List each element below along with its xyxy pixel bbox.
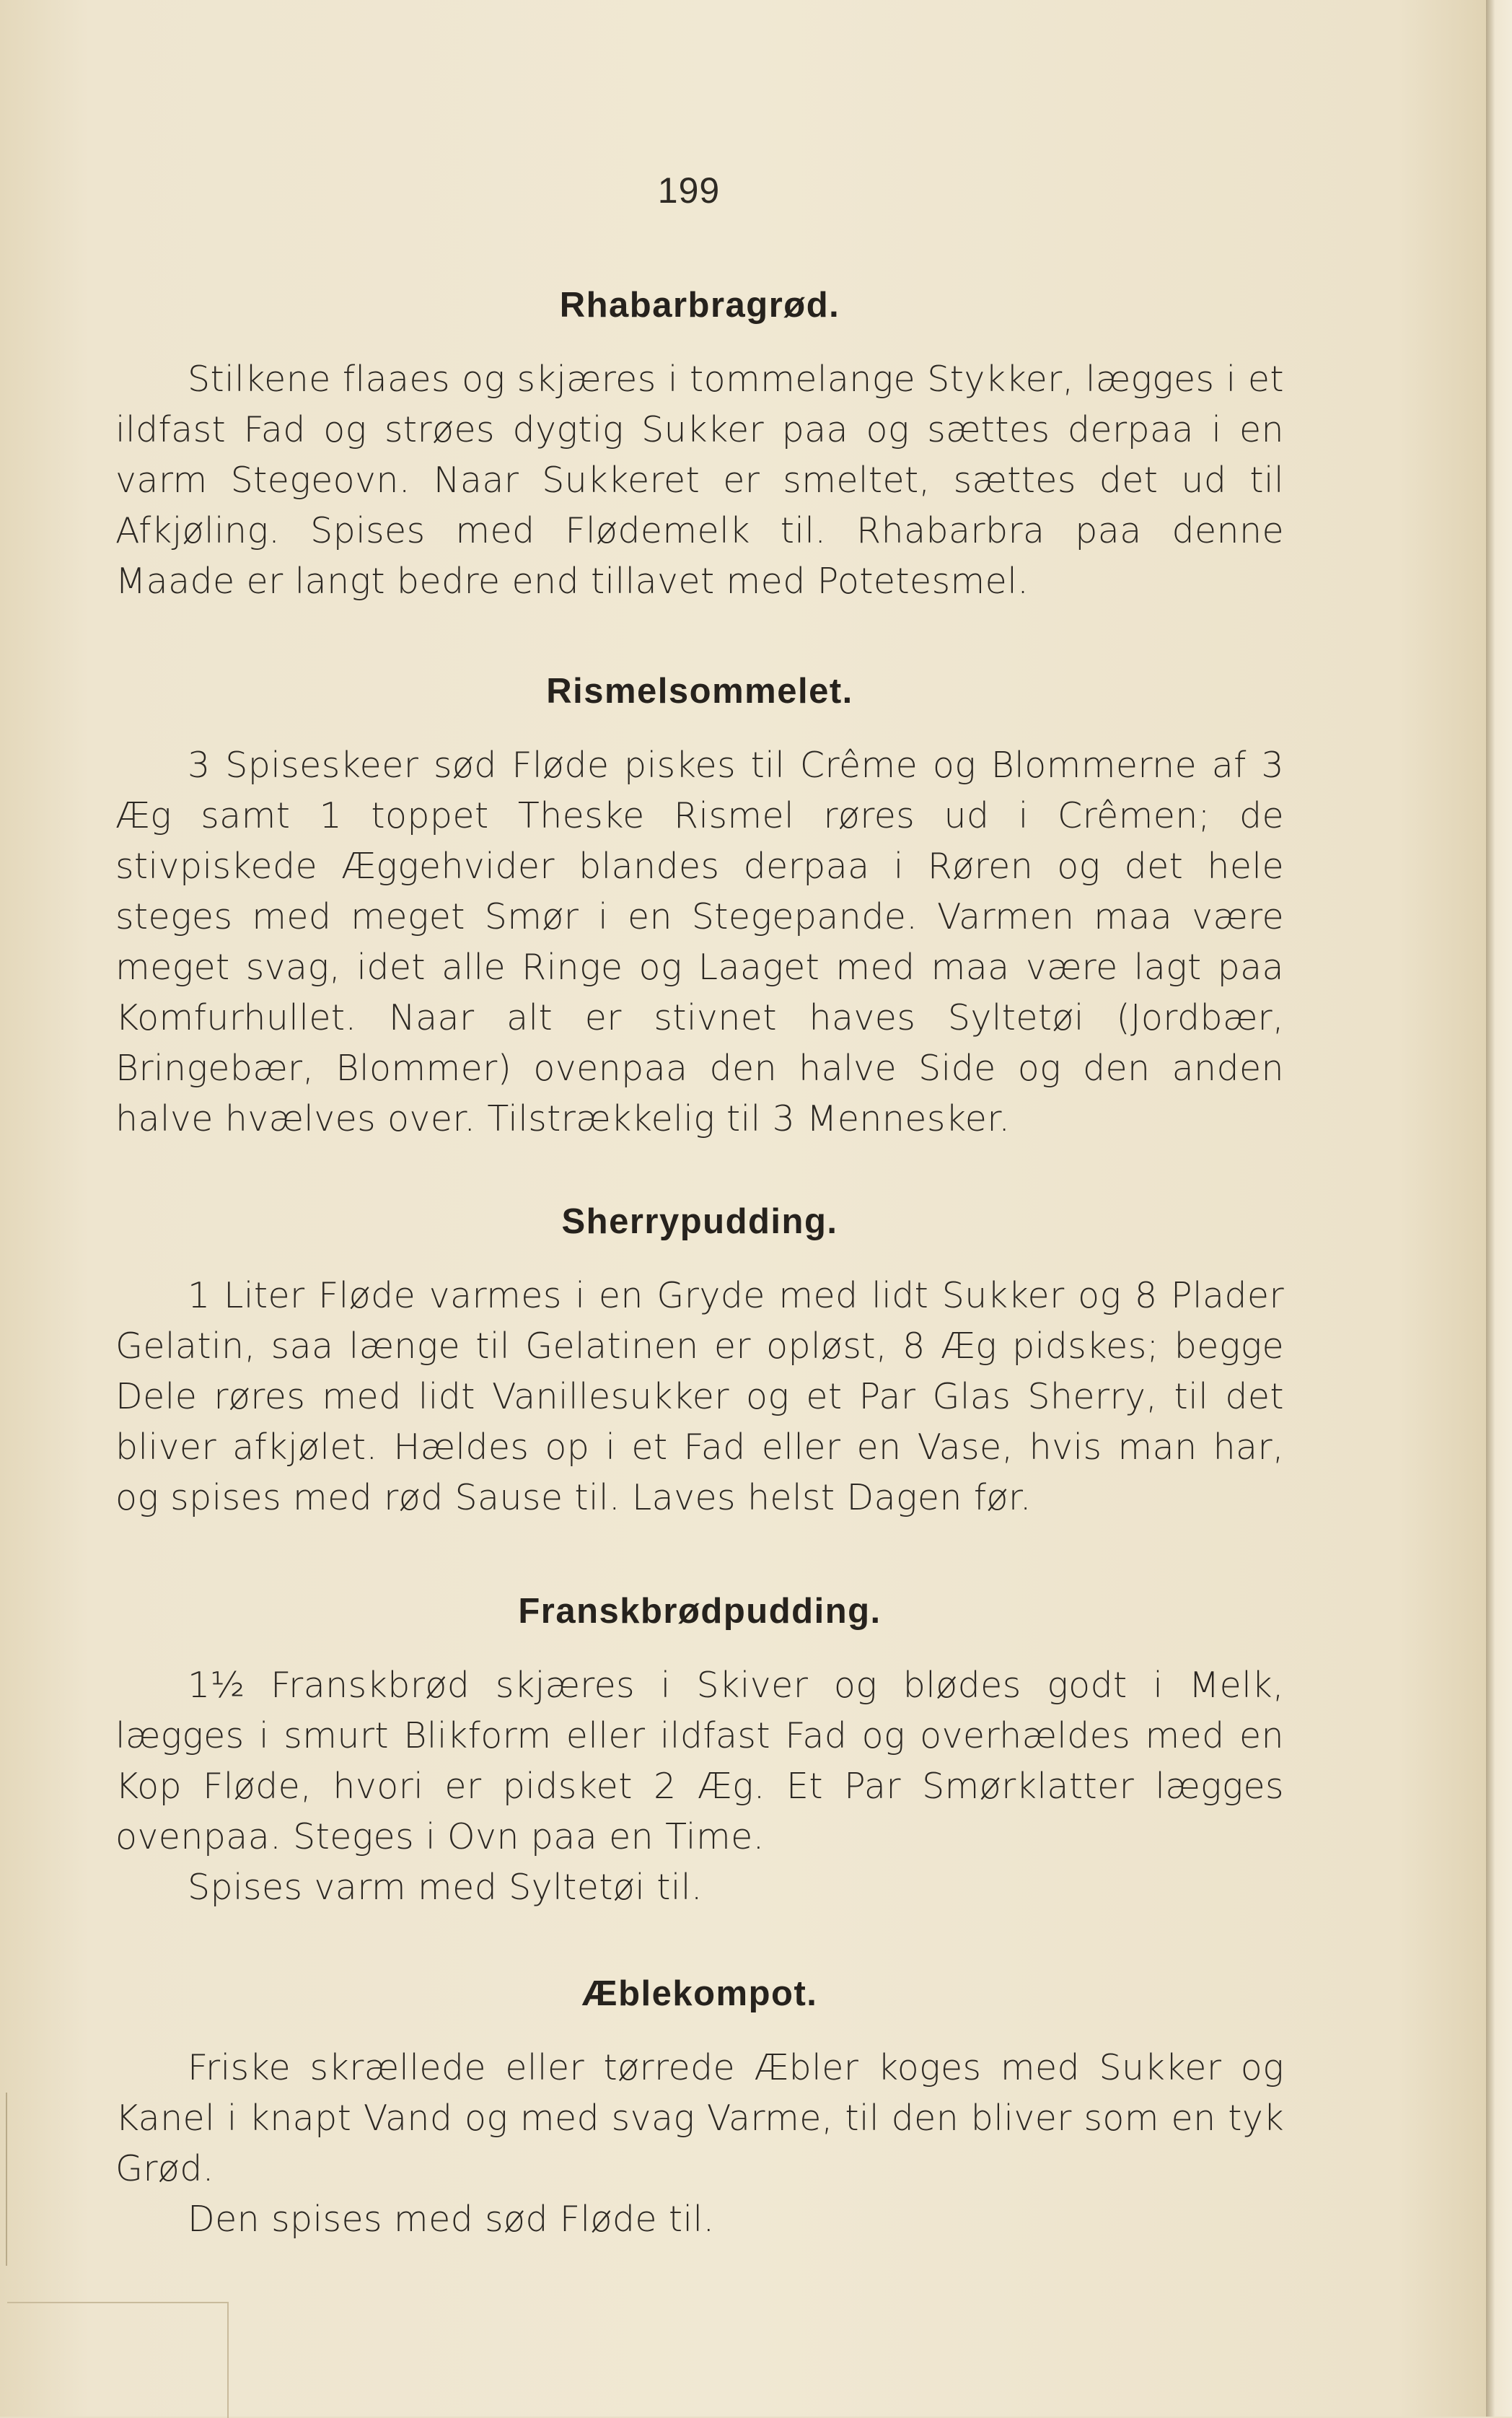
recipe-body	[115, 1660, 1284, 1913]
page-edge	[1486, 0, 1512, 2417]
recipe-franskbrodpudding	[115, 1591, 1284, 1913]
recipe-title: Rismelsommelet.	[546, 672, 853, 711]
recipe-rismelsommelet	[115, 671, 1284, 1144]
recipe-aeblekompot	[115, 1974, 1284, 2245]
corner-mark	[7, 2302, 229, 2418]
recipe-body	[115, 1271, 1284, 1523]
recipe-paragraph: Stilkene flaaes og skjæres i tommelange Stykker, lægges i et ildfast Fad og strøes dygtig Sukker paa og sættes derpaa i en varm Stegeovn. Naar Sukkeret er smeltet, sættes det ud til Afkjøling. Spises med Flødemelk til. Rhabarbra paa denne Maade er langt bedre end tillavet med Potetesmel.	[115, 359, 1284, 602]
recipe-title: Rhabarbragrød.	[559, 286, 840, 325]
recipe-body	[115, 354, 1284, 607]
recipe-paragraph: 1 Liter Fløde varmes i en Gryde med lidt Sukker og 8 Plader Gelatin, saa længe til Gelatinen er opløst, 8 Æg pidskes; begge Dele røres med lidt Vanillesukker og et Par Glas Sherry, til det bliver afkjølet. Hældes op i et Fad eller en Vase, hvis man har, og spises med rød Sause til. Laves helst Dagen før.	[115, 1275, 1284, 1518]
recipe-paragraph: Friske skrællede eller tørrede Æbler koges med Sukker og Kanel i knapt Vand og med svag Varme, til den bliver som en tyk Grød.	[115, 2047, 1284, 2189]
margin-rule	[6, 2093, 7, 2266]
recipe-paragraph	[115, 1660, 1284, 1862]
recipe-title: Franskbrødpudding.	[518, 1592, 882, 1631]
fraction-amount: 1½	[188, 1665, 245, 1706]
recipe-body	[115, 2043, 1284, 2245]
recipe-body	[115, 740, 1284, 1144]
recipe-paragraph: 3 Spiseskeer sød Fløde piskes til Crême og Blommerne af 3 Æg samt 1 toppet Theske Rismel røres ud i Crêmen; de stivpiskede Æggehvider blandes derpaa i Røren og det hele steges med meget Smør i en Stegepande. Varmen maa være meget svag, idet alle Ringe og Laaget med maa være lagt paa Komfurhullet. Naar alt er stivnet haves Syltetøi (Jordbær, Bringebær, Blommer) ovenpaa den halve Side og den anden halve hvælves over. Tilstrækkelig til 3 Mennesker.	[115, 745, 1284, 1139]
recipe-sherrypudding	[115, 1201, 1284, 1523]
page-number: 199	[657, 170, 721, 211]
recipe-paragraph: Den spises med sød Fløde til.	[188, 2199, 715, 2240]
recipe-title: Sherrypudding.	[561, 1202, 838, 1241]
recipe-title: Æblekompot.	[581, 1974, 818, 2013]
recipe-rhabarbragrod	[115, 285, 1284, 607]
recipe-paragraph-text: Franskbrød skjæres i Skiver og blødes godt i Melk, lægges i smurt Blikform eller ildfast Fad og overhældes med en Kop Fløde, hvori er pidsket 2 Æg. Et Par Smørklatter lægges ovenpaa. Steges i Ovn paa en Time.	[115, 1665, 1284, 1857]
recipe-paragraph: Spises varm med Syltetøi til.	[188, 1867, 703, 1908]
